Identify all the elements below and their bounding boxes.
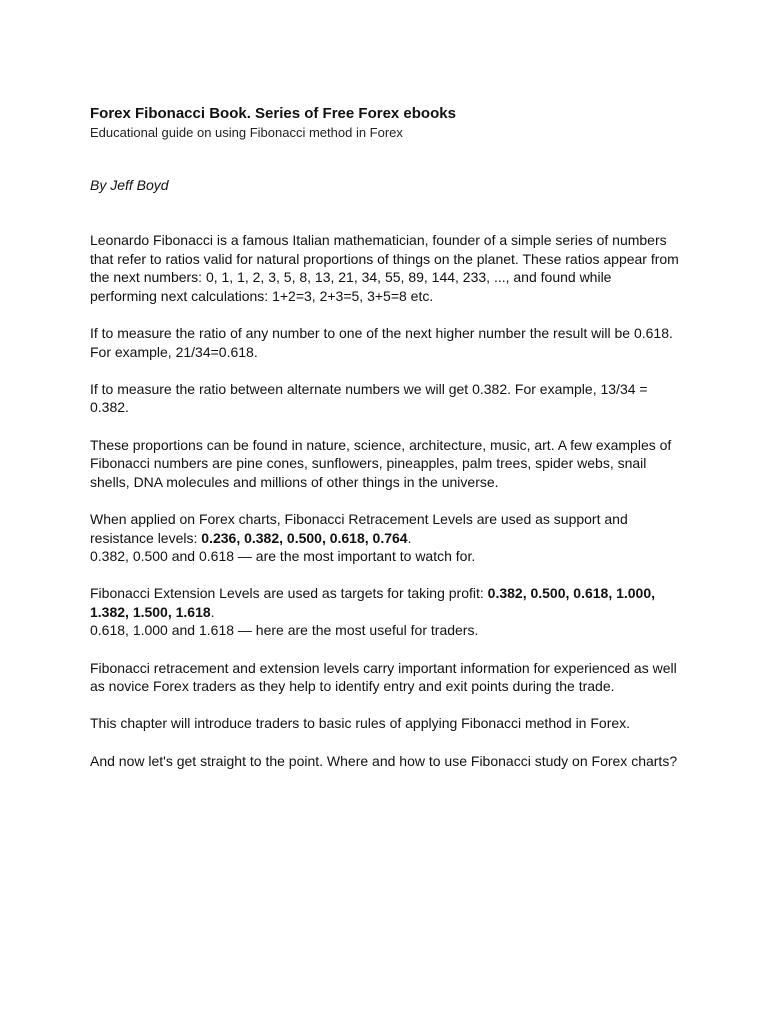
- extension-period: .: [210, 603, 215, 620]
- paragraph-retracement-levels: [90, 510, 680, 566]
- extension-note: 0.618, 1.000 and 1.618 — here are the most useful for traders.: [90, 622, 479, 639]
- paragraph-levels-importance: Fibonacci retracement and extension levels carry important information for experienced as well as novice Forex traders as they help to identify entry and exit points during the trade.: [90, 659, 677, 695]
- retracement-levels-list: 0.236, 0.382, 0.500, 0.618, 0.764: [201, 529, 408, 546]
- retracement-intro: When applied on Forex charts, Fibonacci Retracement Levels are used as support and resistance levels:: [90, 510, 628, 546]
- paragraph-nature-examples: These proportions can be found in nature, science, architecture, music, art. A few examples of Fibonacci numbers are pine cones, sunflowers, pineapples, palm trees, spider webs, snail shells, DNA molecules and millions of other things in the universe.: [90, 436, 672, 490]
- paragraph-ratio-0618: If to measure the ratio of any number to one of the next higher number the result will be 0.618. For example, 21/34=0.618.: [90, 324, 673, 360]
- document-subtitle: Educational guide on using Fibonacci method in Forex: [90, 125, 403, 140]
- retracement-note: 0.382, 0.500 and 0.618 — are the most important to watch for.: [90, 548, 476, 565]
- document-title: Forex Fibonacci Book. Series of Free Forex ebooks: [90, 105, 456, 122]
- paragraph-closing-question: And now let's get straight to the point. Where and how to use Fibonacci study on Forex charts?: [90, 752, 678, 769]
- paragraph-extension-levels: [90, 584, 680, 640]
- extension-levels-list: 0.382, 0.500, 0.618, 1.000, 1.382, 1.500, 1.618: [90, 585, 656, 620]
- body-text: [90, 231, 680, 770]
- paragraph-chapter-intro: This chapter will introduce traders to basic rules of applying Fibonacci method in Forex.: [90, 715, 631, 732]
- author-byline: By Jeff Boyd: [90, 177, 169, 193]
- paragraph-fibonacci-intro: Leonardo Fibonacci is a famous Italian mathematician, founder of a simple series of numbers that refer to ratios valid for natural proportions of things on the planet. These ratios appear from the next numbers: 0, 1, 1, 2, 3, 5, 8, 13, 21, 34, 55, 89, 144, 233, ..., and found while performing next calculations: 1+2=3, 2+3=5, 3+5=8 etc.: [90, 232, 679, 304]
- retracement-period: .: [407, 529, 412, 546]
- paragraph-ratio-0382: If to measure the ratio between alternate numbers we will get 0.382. For example, 13/34 = 0.382.: [90, 380, 648, 416]
- document-page: [90, 104, 680, 789]
- extension-intro: Fibonacci Extension Levels are used as targets for taking profit:: [90, 585, 488, 602]
